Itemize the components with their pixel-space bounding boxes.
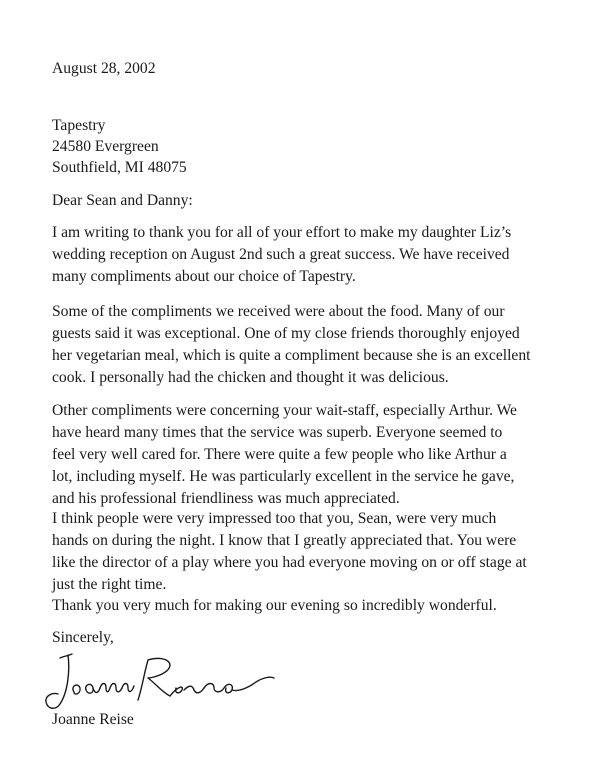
body-paragraph-2 [52,301,552,389]
recipient-street: 24580 Evergreen [52,138,159,155]
paragraph-line: I am writing to thank you for all of your effort to make my daughter Liz’s [52,224,512,241]
body-paragraph-4 [52,508,552,596]
handwritten-signature [38,648,278,718]
paragraph-line: like the director of a play where you had everyone moving on or off stage at [52,554,527,571]
body-paragraph-3 [52,400,552,510]
paragraph-line: and his professional friendliness was much appreciated. [52,490,400,507]
signer-name: Joanne Reise [52,711,134,728]
paragraph-line: feel very well cared for. There were quite a few people who like Arthur a [52,446,507,463]
recipient-name: Tapestry [52,117,106,134]
paragraph-line: just the right time. [52,576,167,593]
paragraph-line: Other compliments were concerning your wait-staff, especially Arthur. We [52,402,517,419]
salutation: Dear Sean and Danny: [52,192,193,209]
paragraph-line: many compliments about our choice of Tapestry. [52,268,356,285]
recipient-city: Southfield, MI 48075 [52,159,187,176]
paragraph-line: Some of the compliments we received were about the food. Many of our [52,303,505,320]
paragraph-line: have heard many times that the service was superb. Everyone seemed to [52,424,503,441]
closing: Sincerely, [52,629,114,646]
paragraph-line: lot, including myself. He was particularly excellent in the service he gave, [52,468,515,485]
body-paragraph-1 [52,222,552,288]
paragraph-line: cook. I personally had the chicken and thought it was delicious. [52,369,449,386]
paragraph-line: Thank you very much for making our evening so incredibly wonderful. [52,597,497,614]
paragraph-line: her vegetarian meal, which is quite a compliment because she is an excellent [52,347,531,364]
body-paragraph-5 [52,595,552,617]
paragraph-line: I think people were very impressed too that you, Sean, were very much [52,510,497,527]
letter-date: August 28, 2002 [52,60,156,77]
paragraph-line: guests said it was exceptional. One of my close friends thoroughly enjoyed [52,325,520,342]
paragraph-line: wedding reception on August 2nd such a great success. We have received [52,246,510,263]
paragraph-line: hands on during the night. I know that I greatly appreciated that. You were [52,532,517,549]
